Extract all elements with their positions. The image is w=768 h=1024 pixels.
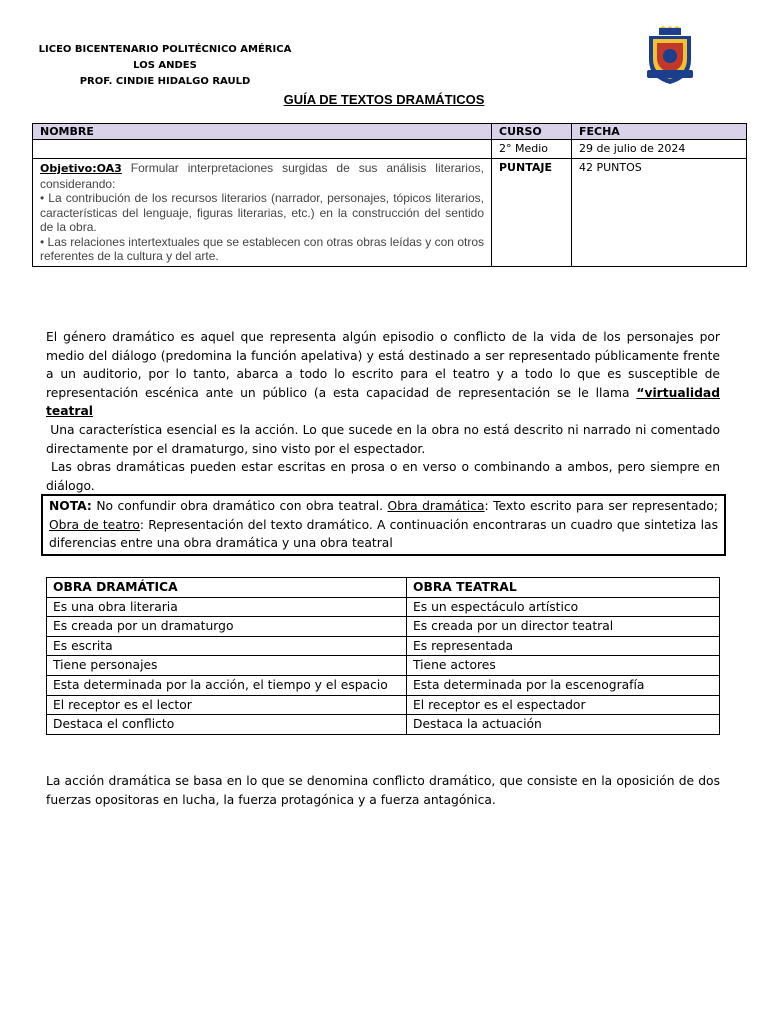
school-crest-icon [645, 26, 695, 86]
table-row: Es creada por un dramaturgo Es creada por un director teatral [47, 617, 720, 637]
intro-text [46, 328, 720, 495]
page-title: GUÍA DE TEXTOS DRAMÁTICOS [283, 92, 485, 107]
curso-header: CURSO [492, 124, 572, 140]
intro-paragraph-2: Una característica esencial es la acción. Lo que sucede en la obra no está descrito ni narrado ni comentado directamente por el dramaturgo, sino visto por el espectador. [46, 422, 720, 456]
table-row: Es una obra literaria Es un espectáculo artístico [47, 597, 720, 617]
intro-paragraph-1: El género dramático es aquel que representa algún episodio o conflicto de la vida de los personajes por medio del diálogo (predomina la función apelativa) y está destinado a ser representado públicamente frente a un auditorio, por lo tanto, abarca a todo lo escrito para el teatro y a todo lo que es susceptible de representación escénica ante un público (a esta capacidad de representación se le llama “virtualidad teatral [46, 330, 720, 419]
comparison-table [46, 577, 720, 735]
closing-paragraph: La acción dramática se basa en lo que se denomina conflicto dramático, que consiste en la oposición de dos fuerzas opositoras en lucha, la fuerza protagónica y a fuerza antagónica. [46, 774, 720, 807]
objective-label: Objetivo:OA3 [40, 162, 122, 175]
nombre-field[interactable] [33, 140, 492, 159]
teacher-name: PROF. CINDIE HIDALGO RAULD [79, 76, 251, 87]
table-row: Es escrita Es representada [47, 636, 720, 656]
header-obra-dramatica: OBRA DRAMÁTICA [47, 578, 407, 598]
nota-label: NOTA: [49, 499, 92, 513]
fecha-value: 29 de julio de 2024 [572, 140, 747, 159]
table-row: Tiene personajes Tiene actores [47, 656, 720, 676]
school-name: LICEO BICENTENARIO POLITÉCNICO AMÉRICA [38, 44, 292, 55]
objective-text: Formular interpretaciones surgidas de sus análisis literarios, considerando: [40, 161, 484, 191]
table-row: El receptor es el lector El receptor es el espectador [47, 695, 720, 715]
objective-bullet-1: • La contribución de los recursos literarios (narrador, personajes, tópicos literarios, características del lenguaje, figuras literarias, etc.) en la construcción del sentido de la obra. [40, 191, 484, 234]
table-row: Esta determinada por la acción, el tiempo y el espacio Esta determinada por la escenografía [47, 675, 720, 695]
term-obra-dramatica: Obra dramática [387, 499, 485, 513]
puntaje-label: PUNTAJE [492, 159, 572, 267]
virtualidad-term: “virtualidad teatral [46, 385, 720, 419]
header-obra-teatral: OBRA TEATRAL [407, 578, 720, 598]
intro-paragraph-3: Las obras dramáticas pueden estar escritas en prosa o en verso o combinando a ambos, pero siempre en diálogo. [46, 460, 720, 493]
objective-bullet-2: • Las relaciones intertextuales que se establecen con otras obras leídas y con otros referentes de la cultura y del arte. [40, 234, 484, 263]
school-header [0, 42, 330, 90]
puntaje-value: 42 PUNTOS [572, 159, 747, 267]
curso-value: 2° Medio [492, 140, 572, 159]
table-row: Destaca el conflicto Destaca la actuación [47, 715, 720, 735]
nombre-header: NOMBRE [33, 124, 492, 140]
term-obra-de-teatro: Obra de teatro [49, 517, 140, 532]
fecha-header: FECHA [572, 124, 747, 140]
objective-cell [33, 159, 492, 267]
school-city: LOS ANDES [133, 60, 197, 71]
nota-box: NOTA: No confundir obra dramático con obra teatral. Obra dramática: Texto escrito para ser representado; Obra de teatro: Representación del texto dramático. A continuación encontraras un cuadro que sintetiza las diferencias entre una obra dramática y una obra teatral [41, 494, 726, 556]
student-info-table [32, 123, 747, 267]
